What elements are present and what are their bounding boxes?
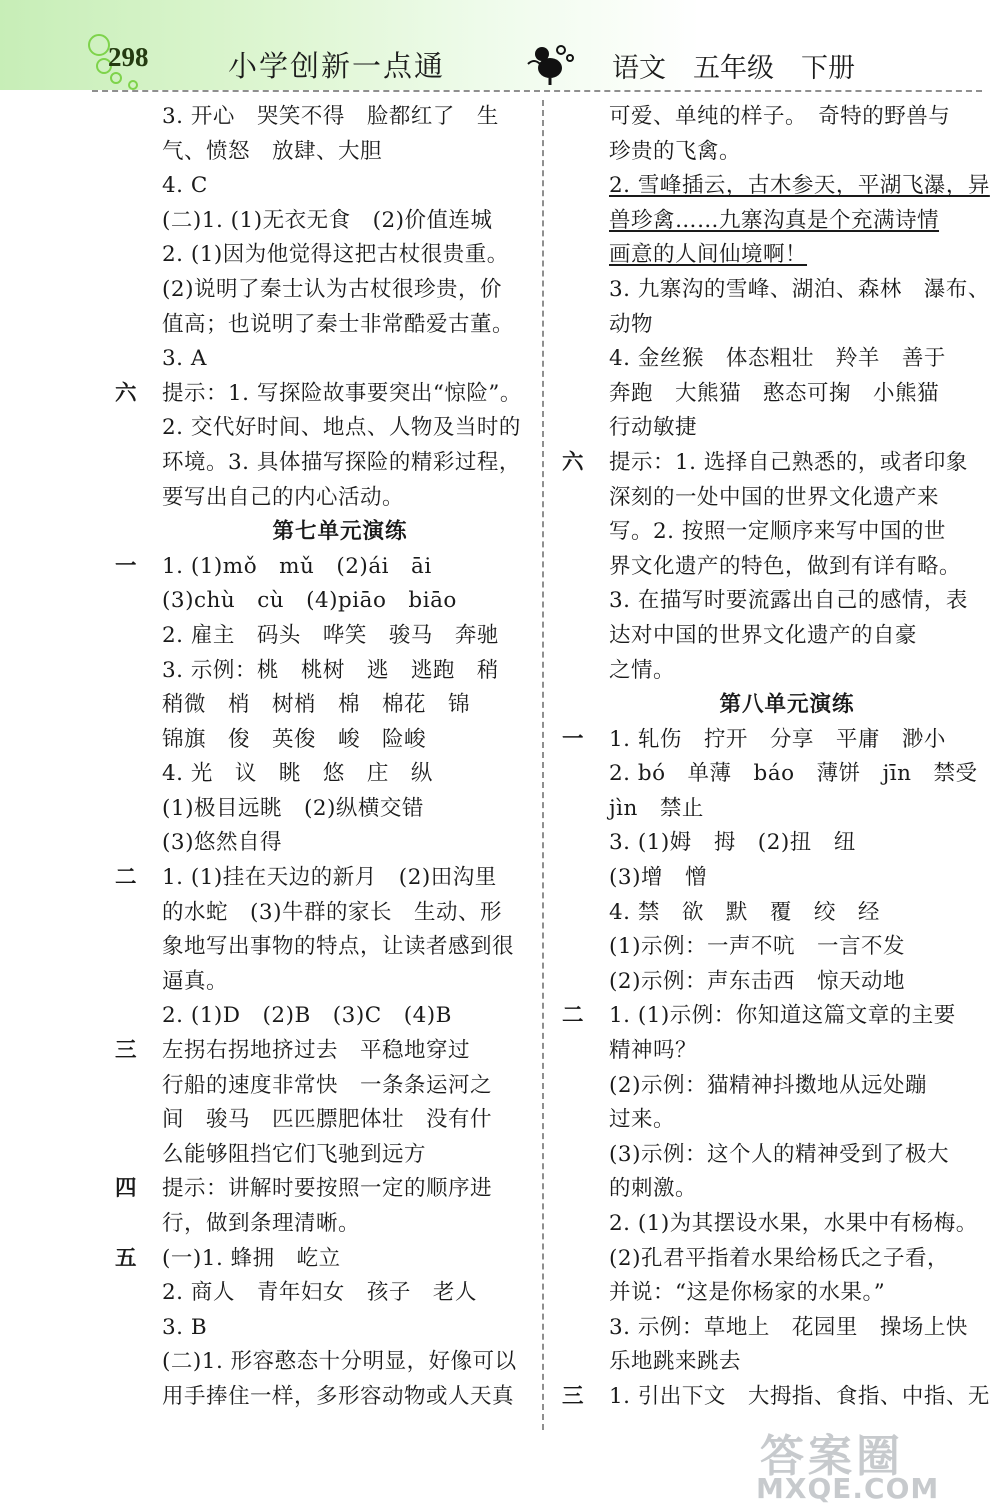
answer-text: 用手捧住一样，多形容动物或人天真 — [162, 1383, 515, 1409]
answer-line — [562, 723, 972, 758]
left-column — [115, 100, 525, 1415]
answer-text: 可爱、单纯的样子。 奇特的野兽与 — [609, 104, 951, 129]
answer-text: 3. 示例：桃 桃树 逃 逃跑 稍 — [162, 657, 499, 683]
answer-line — [115, 342, 525, 377]
watermark — [750, 1420, 995, 1505]
answer-text: 的水蛇 (3)牛群的家长 生动、形 — [162, 899, 502, 925]
answer-text: (2)孔君平指着水果给杨氏之子看， — [609, 1245, 949, 1271]
answer-text: 4. 禁 欲 默 覆 绞 经 — [609, 899, 880, 925]
answer-text: (3)悠然自得 — [162, 830, 282, 856]
watermark-logo: 答案圈 — [760, 1431, 904, 1482]
question-number: 二 — [562, 1003, 585, 1029]
section-title: 第七单元演练 — [272, 519, 408, 545]
answer-text: 1. (1)示例：你知道这篇文章的主要 — [609, 1003, 956, 1029]
answer-line — [115, 1103, 525, 1138]
answer-text: 要写出自己的内心活动。 — [162, 484, 405, 510]
answer-line — [115, 757, 525, 792]
answer-line — [115, 896, 525, 931]
answer-text: (3)增 憎 — [609, 865, 707, 891]
answer-text: 行，做到条理清晰。 — [162, 1211, 361, 1236]
answer-line — [115, 619, 525, 654]
answer-text: 间 骏马 匹匹膘肥体壮 没有什 — [162, 1107, 493, 1133]
answer-line — [562, 377, 972, 412]
answer-line — [115, 999, 525, 1034]
answer-line — [562, 1380, 990, 1415]
question-number: 四 — [115, 1176, 138, 1202]
answer-line — [115, 446, 525, 481]
right-column — [562, 100, 990, 1415]
answer-text: 1. 引出下文 大拇指、食指、中指、无 — [609, 1383, 990, 1409]
answer-text: 行动敏捷 — [609, 415, 698, 441]
answer-text: 2. bó 单薄 báo 薄饼 jīn 禁受 — [609, 761, 978, 787]
answer-text: 4. 金丝猴 体态粗壮 羚羊 善于 — [609, 346, 946, 372]
subject-grade: 语文 五年级 下册 — [612, 53, 855, 84]
answer-line — [115, 550, 525, 585]
answer-text: 3. 在描写时要流露出自己的感情，表 — [609, 588, 968, 614]
question-number: 三 — [562, 1383, 585, 1409]
answer-line — [115, 1207, 525, 1242]
watermark-url: MXQE.COM — [756, 1472, 940, 1505]
answer-text: 锦旗 俊 英俊 峻 险峻 — [162, 726, 427, 752]
answer-line — [562, 792, 972, 827]
answer-text: 稍微 梢 树梢 棉 棉花 锦 — [162, 692, 471, 718]
answer-line — [562, 1103, 972, 1138]
answer-text: 值高；也说明了秦士非常酷爱古董。 — [162, 311, 515, 337]
answer-line — [562, 757, 978, 792]
answer-text: jìn 禁止 — [609, 795, 704, 821]
column-divider — [542, 100, 544, 1430]
answer-text: 过来。 — [609, 1107, 676, 1133]
answer-text: 3. 示例：草地上 花园里 操场上快 — [609, 1314, 968, 1340]
answer-line — [115, 861, 525, 896]
answer-text: 3. A — [162, 346, 207, 372]
answer-line — [562, 273, 990, 308]
answer-text: (二)1. (1)无衣无食 (2)价值连城 — [162, 207, 493, 233]
answer-line — [562, 619, 972, 654]
answer-text: 2. 商人 青年妇女 孩子 老人 — [162, 1280, 477, 1306]
answer-text: 2. (1)为其摆设水果，水果中有杨梅。 — [609, 1211, 978, 1236]
underlined-answer-text: 2. 雪峰插云，古木参天，平湖飞瀑，异 — [609, 173, 990, 199]
answer-text: 2. 雇主 码头 哗笑 骏马 奔驰 — [162, 622, 499, 648]
answer-line — [562, 930, 972, 965]
answer-text: 提示：1. 写探险故事要突出“惊险”。 — [162, 380, 522, 406]
answer-line — [562, 999, 972, 1034]
answer-line — [115, 826, 525, 861]
answer-text: (二)1. 形容憨态十分明显，好像可以 — [162, 1349, 517, 1375]
answer-text: (1)极目远眺 (2)纵横交错 — [162, 795, 424, 821]
answer-text: 乐地跳来跳去 — [609, 1349, 742, 1375]
section-title: 第八单元演练 — [719, 692, 855, 718]
answer-line — [115, 688, 525, 723]
answer-text: 动物 — [609, 311, 654, 337]
answer-text: 1. (1)挂在天边的新月 (2)田沟里 — [162, 865, 497, 891]
answer-line — [562, 1034, 972, 1069]
question-number: 六 — [562, 449, 585, 475]
book-title: 小学创新一点通 — [228, 49, 446, 83]
answer-line — [115, 1242, 525, 1277]
answer-line — [115, 377, 525, 412]
answer-line — [562, 100, 972, 135]
answer-line — [115, 169, 525, 204]
question-number: 一 — [115, 553, 138, 579]
answer-line — [562, 654, 972, 689]
answer-text: (2)说明了秦士认为古杖很珍贵，价 — [162, 276, 502, 302]
answer-line — [115, 1276, 525, 1311]
answer-line — [562, 584, 972, 619]
answer-text: 写。2. 按照一定顺序来写中国的世 — [609, 519, 946, 545]
answer-line — [562, 308, 972, 343]
answer-text: 2. (1)因为他觉得这把古杖很贵重。 — [162, 242, 509, 268]
answer-line — [115, 1380, 525, 1415]
answer-text: (2)示例：猫精神抖擞地从远处蹦 — [609, 1072, 927, 1098]
answer-text: 2. 交代好时间、地点、人物及当时的 — [162, 415, 521, 441]
answer-text: (2)示例：声东击西 惊天动地 — [609, 968, 905, 994]
answer-line — [562, 446, 972, 481]
answer-line — [562, 965, 972, 1000]
question-number: 五 — [115, 1245, 138, 1271]
answer-text: 精神吗？ — [609, 1038, 698, 1064]
answer-text: 1. (1)mǒ mǔ (2)ái āi — [162, 553, 432, 579]
answer-line — [562, 1069, 972, 1104]
answer-line — [562, 515, 972, 550]
answer-line — [562, 826, 972, 861]
answer-line — [562, 135, 972, 170]
answer-line — [115, 1138, 525, 1173]
answer-line — [562, 550, 972, 585]
answer-line — [115, 1311, 525, 1346]
answer-text: 深刻的一处中国的世界文化遗产来 — [609, 484, 940, 510]
answer-line — [562, 1345, 972, 1380]
answer-line — [562, 1311, 972, 1346]
answer-line — [115, 930, 525, 965]
answer-text: 珍贵的飞禽。 — [609, 138, 742, 164]
answer-text: 行船的速度非常快 一条条运河之 — [162, 1072, 493, 1098]
answer-line — [115, 654, 525, 689]
answer-line — [115, 481, 525, 516]
answer-text: 达对中国的世界文化遗产的自豪 — [609, 622, 918, 648]
question-number: 二 — [115, 865, 138, 891]
answer-line — [562, 238, 972, 273]
question-number: 三 — [115, 1038, 138, 1064]
answer-text: 奔跑 大熊猫 憨态可掬 小熊猫 — [609, 380, 940, 406]
answer-line — [562, 342, 972, 377]
answer-text: 3. 开心 哭笑不得 脸都红了 生 — [162, 104, 499, 129]
answer-text: 提示：1. 选择自己熟悉的，或者印象 — [609, 449, 968, 475]
answer-line — [115, 584, 525, 619]
page-number: 298 — [108, 42, 149, 72]
answer-text: 左拐右拐地挤过去 平稳地穿过 — [162, 1038, 471, 1064]
answer-text: 气、愤怒 放肆、大胆 — [162, 138, 383, 164]
answer-line — [115, 100, 525, 135]
answer-line — [115, 792, 525, 827]
answer-text: 3. 九寨沟的雪峰、湖泊、森林 瀑布、 — [609, 276, 990, 302]
answer-text: 1. 轧伤 拧开 分享 平庸 渺小 — [609, 726, 946, 752]
answer-text: (1)示例：一声不吭 一言不发 — [609, 934, 905, 960]
answer-text: (一)1. 蜂拥 屹立 — [162, 1245, 341, 1271]
answer-line — [115, 204, 525, 239]
answer-line — [562, 1207, 978, 1242]
answer-text: 象地写出事物的特点，让读者感到很 — [162, 934, 515, 960]
answer-line — [562, 1138, 972, 1173]
answer-line — [562, 1242, 972, 1277]
answer-line — [115, 135, 525, 170]
answer-text: 3. (1)姆 拇 (2)扭 纽 — [609, 830, 856, 856]
answer-text: 界文化遗产的特色，做到有详有略。 — [609, 553, 962, 579]
answer-text: 么能够阻挡它们飞驰到远方 — [162, 1141, 427, 1167]
answer-line — [562, 169, 990, 204]
question-number: 一 — [562, 726, 585, 752]
mascot-icon — [520, 36, 582, 86]
answer-text: 并说：“这是你杨家的水果。” — [609, 1280, 886, 1306]
answer-line — [115, 965, 525, 1000]
answer-text: (3)示例：这个人的精神受到了极大 — [609, 1141, 949, 1167]
question-number: 六 — [115, 380, 138, 406]
answer-text: (3)chù cù (4)piāo biāo — [162, 588, 457, 614]
answer-text: 逼真。 — [162, 968, 229, 994]
underlined-answer-text: 兽珍禽……九寨沟真是个充满诗情 — [609, 207, 940, 233]
answer-line — [115, 238, 525, 273]
underlined-answer-text: 画意的人间仙境啊！ — [609, 242, 808, 268]
answer-line — [115, 723, 525, 758]
answer-text: 的刺激。 — [609, 1176, 698, 1202]
answer-line — [115, 1034, 525, 1069]
answer-line — [115, 1069, 525, 1104]
answer-line — [115, 308, 525, 343]
answer-text: 之情。 — [609, 657, 676, 683]
answer-line — [562, 1172, 972, 1207]
answer-text: 环境。3. 具体描写探险的精彩过程， — [162, 449, 521, 475]
answer-line — [562, 411, 972, 446]
header-divider — [92, 90, 982, 92]
answer-line — [115, 411, 525, 446]
answer-text: 3. B — [162, 1314, 208, 1340]
answer-line — [115, 1345, 525, 1380]
answer-line — [115, 1172, 525, 1207]
answer-line — [562, 1276, 972, 1311]
answer-text: 4. 光 议 眺 悠 庄 纵 — [162, 761, 433, 787]
answer-line — [562, 861, 972, 896]
answer-line — [562, 204, 972, 239]
answer-text: 提示：讲解时要按照一定的顺序进 — [162, 1176, 493, 1202]
answer-line — [115, 273, 525, 308]
answer-text: 4. C — [162, 173, 208, 199]
answer-text: 2. (1)D (2)B (3)C (4)B — [162, 1003, 452, 1029]
answer-line — [562, 481, 972, 516]
answer-line — [562, 896, 972, 931]
